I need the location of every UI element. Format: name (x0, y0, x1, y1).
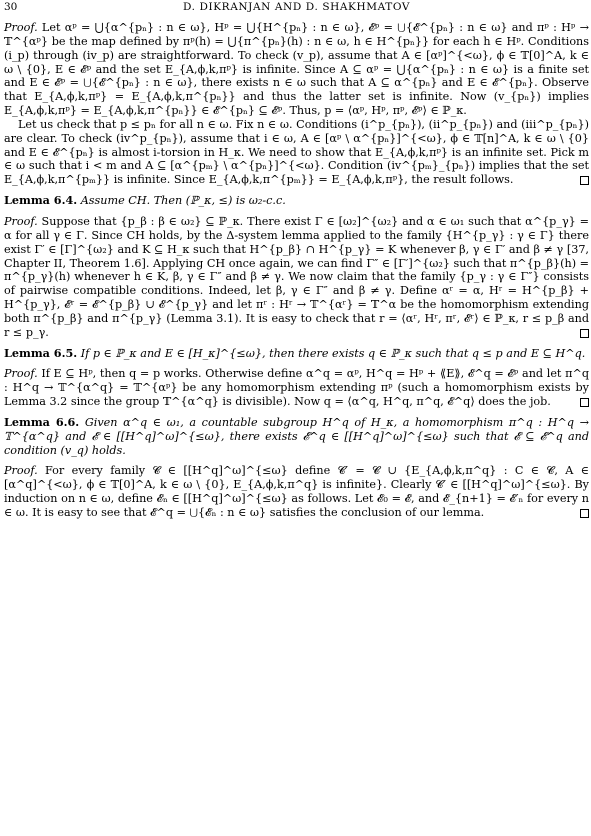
paper-page (4, 0, 589, 520)
qed-symbol (580, 509, 589, 518)
page-header (4, 1, 589, 17)
proof-label: Proof. (4, 21, 38, 34)
running-head: D. DIKRANJAN AND D. SHAKHMATOV (182, 1, 411, 13)
lemma-heading: Lemma 6.6. (4, 414, 80, 429)
lemma-statement: Given α^q ∈ ω₁, a countable subgroup H^q of H_κ, a homomorphism π^q : H^q → 𝕋^{α^q} and 𝓔 ∈ [[H^q]^ω]^{≤ω}, there exists 𝓔^q ∈ [[H^q]^ω]^{≤ω} such that 𝓔 ⊆ 𝓔^q and condition (v_q) holds. (4, 415, 589, 457)
lemma-6-4 (4, 194, 589, 208)
page-number: 30 (4, 1, 18, 13)
qed-symbol (580, 329, 589, 338)
proof-text: Let αᵖ = ⋃{α^{pₙ} : n ∈ ω}, Hᵖ = ⋃{H^{pₙ} : n ∈ ω}, 𝓔ᵖ = ⋃{𝓔^{pₙ} : n ∈ ω} and πᵖ : Hᵖ → 𝕋^{αᵖ} be the map defined by πᵖ(h) = ⋃{π^{pₙ}(h) : n ∈ ω, h ∈ H^{pₙ}} for each h ∈ Hᵖ. Conditions (i_p) through (iv_p) are straightforward. To check (v_p), assume that A ∈ [αᵖ]^{<ω}, ϕ ∈ 𝕋[0]^A, k ∈ ω \ {0}, E ∈ 𝓔ᵖ and the set E_{A,ϕ,k,πᵖ} is infinite. Since A ⊆ αᵖ = ⋃{α^{pₙ} : n ∈ ω} is a finite set and E ∈ 𝓔ᵖ = ⋃{𝓔^{pₙ} : n ∈ ω}, there exists n ∈ ω such that A ⊆ α^{pₙ} and E ∈ 𝓔^{pₙ}. Observe that E_{A,ϕ,k,πᵖ} = E_{A,ϕ,k,π^{pₙ}} and thus the latter set is infinite. Now (v_{pₙ}) implies E_{A,ϕ,k,πᵖ} = E_{A,ϕ,k,π^{pₙ}} ∈ 𝓔^{pₙ} ⊆ 𝓔ᵖ. Thus, p = ⟨αᵖ, Hᵖ, πᵖ, 𝓔ᵖ⟩ ∈ ℙ_κ. (4, 21, 589, 118)
lemma-statement: Assume CH. Then (ℙ_κ, ≤) is ω₂-c.c. (77, 194, 286, 208)
proof-label: Proof. (4, 464, 38, 478)
proof-text: Suppose that {p_β : β ∈ ω₂} ⊆ ℙ_κ. There exist Γ ∈ [ω₂]^{ω₂} and α ∈ ω₁ such that α^{p_γ} = α for all γ ∈ Γ. Since CH holds, by the Δ-system lemma applied to the family {H^{p_γ} : γ ∈ Γ} there exist Γ′ ∈ [Γ]^{ω₂} and K ⊆ H_κ such that H^{p_β} ∩ H^{p_γ} = K whenever β, γ ∈ Γ′ and β ≠ γ [37, Chapter II, Theorem 1.6]. Applying CH once again, we can find Γ″ ∈ [Γ′]^{ω₂} such that π^{p_β}(h) = π^{p_γ}(h) whenever h ∈ K, β, γ ∈ Γ″ and β ≠ γ. We now claim that the family {p_γ : γ ∈ Γ″} consists of pairwise compatible conditions. Indeed, let β, γ ∈ Γ″ and β ≠ γ. Define αʳ = α, Hʳ = H^{p_β} + H^{p_γ}, 𝓔ʳ = 𝓔^{p_β} ∪ 𝓔^{p_γ} and let πʳ : Hʳ → 𝕋^{αʳ} = 𝕋^α be the homomorphism extending both π^{p_β} and π^{p_γ} (Lemma 3.1). It is easy to check that r = ⟨αʳ, Hʳ, πʳ, 𝓔ʳ⟩ ∈ ℙ_κ, r ≤ p_β and r ≤ p_γ. (4, 214, 589, 339)
qed-symbol (580, 176, 589, 185)
proof-paragraph (4, 367, 589, 409)
qed-symbol (580, 398, 589, 407)
lemma-heading: Lemma 6.4. (4, 193, 78, 208)
proof-paragraph (4, 464, 589, 519)
body-paragraph (4, 118, 589, 187)
proof-paragraph (4, 21, 589, 118)
lemma-6-6 (4, 416, 589, 458)
proof-paragraph (4, 215, 589, 340)
paragraph-text: Let us check that p ≤ pₙ for all n ∈ ω. Fix n ∈ ω. Conditions (i^p_{pₙ}), (ii^p_{pₙ}) and (iii^p_{pₙ}) are clear. To check (iv^p_{pₙ}), assume that i ∈ ω, A ∈ [αᵖ \ α^{pₙ}]^{<ω}, ϕ ∈ 𝕋[n]^A, k ∈ ω \ {0} and E ∈ 𝓔^{pₙ} is almost i-torsion in H_κ. We need to show that E_{A,ϕ,k,πᵖ} is an infinite set. Pick m ∈ ω such that i < m and A ⊆ [α^{pₘ} \ α^{pₙ}]^{<ω}. Condition (iv^{pₘ}_{pₙ}) implies that the set E_{A,ϕ,k,π^{pₘ}} is infinite. Since E_{A,ϕ,k,π^{pₘ}} = E_{A,ϕ,k,πᵖ}, the result follows. (4, 117, 589, 187)
proof-label: Proof. (4, 367, 38, 381)
lemma-6-5 (4, 347, 589, 361)
proof-text: If E ⊆ Hᵖ, then q = p works. Otherwise define α^q = αᵖ, H^q = Hᵖ + ⟪E⟫, 𝓔^q = 𝓔ᵖ and let π^q : H^q → 𝕋^{α^q} = 𝕋^{αᵖ} be any homomorphism extending πᵖ (such a homomorphism exists by Lemma 3.2 since the group 𝕋^{α^q} is divisible). Now q = ⟨α^q, H^q, π^q, 𝓔^q⟩ does the job. (4, 367, 589, 409)
lemma-statement: If p ∈ ℙ_κ and E ∈ [H_κ]^{≤ω}, then there exists q ∈ ℙ_κ such that q ≤ p and E ⊆ H^q. (77, 346, 586, 360)
proof-label: Proof. (4, 214, 38, 228)
lemma-heading: Lemma 6.5. (4, 345, 78, 360)
proof-text: For every family 𝓒 ∈ [[H^q]^ω]^{≤ω} define 𝓒′ = 𝓒 ∪ {E_{A,ϕ,k,π^q} : C ∈ 𝓒, A ∈ [α^q]^{<ω}, ϕ ∈ 𝕋[0]^A, k ∈ ω \ {0}, E_{A,ϕ,k,π^q} is infinite}. Clearly 𝓒′ ∈ [[H^q]^ω]^{≤ω}. By induction on n ∈ ω, define 𝓔ₙ ∈ [[H^q]^ω]^{≤ω} as follows. Let 𝓔₀ = 𝓔, and 𝓔_{n+1} = 𝓔′ₙ for every n ∈ ω. It is easy to see that 𝓔^q = ⋃{𝓔ₙ : n ∈ ω} satisfies the conclusion of our lemma. (4, 464, 589, 519)
page-body (4, 21, 589, 520)
